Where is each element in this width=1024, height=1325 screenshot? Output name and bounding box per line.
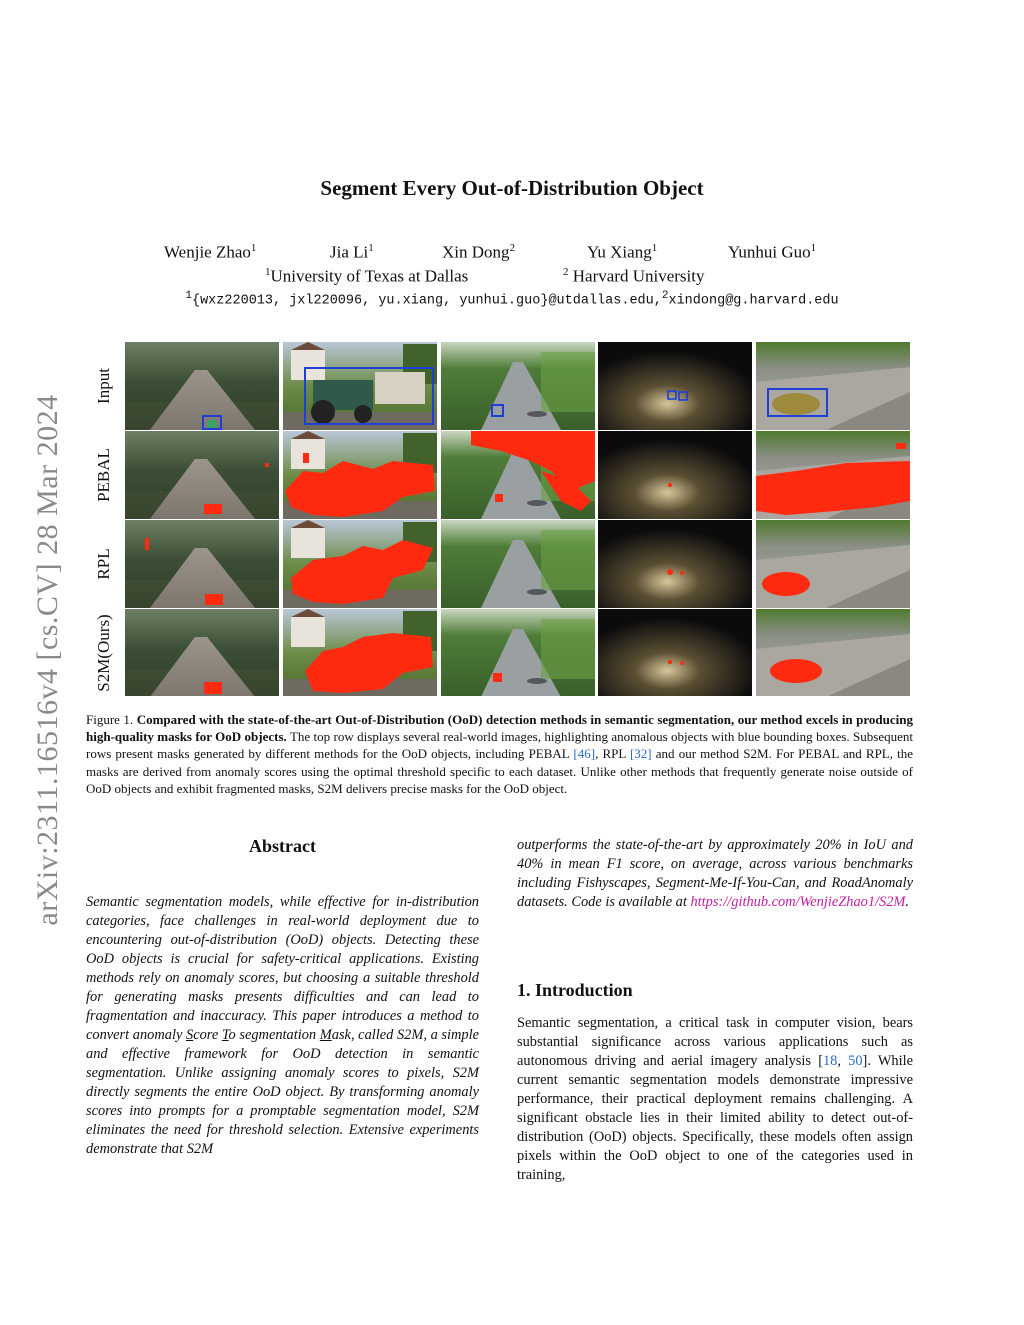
arxiv-stamp: arXiv:2311.16516v4 [cs.CV] 28 Mar 2024 xyxy=(31,394,64,926)
image-s2m-road-1 xyxy=(125,609,279,696)
image-rpl-night xyxy=(598,520,752,608)
image-pebal-road-2 xyxy=(441,431,595,519)
intro-heading: 1. Introduction xyxy=(517,980,633,1000)
image-input-gravel xyxy=(756,342,910,430)
image-s2m-gravel xyxy=(756,609,910,696)
abstract-heading: Abstract xyxy=(249,836,316,856)
author-3: Xin Dong$^2$ xyxy=(442,242,516,262)
image-rpl-gravel xyxy=(756,520,910,608)
figure-1-image-grid xyxy=(125,342,912,696)
author-2: Jia Li$^1$ xyxy=(330,242,374,262)
paper-title: Segment Every Out-of-Distribution Object xyxy=(320,176,704,200)
image-s2m-tractor xyxy=(283,609,437,696)
image-rpl-road-1 xyxy=(125,520,279,608)
code-link[interactable]: https://github.com/WenjieZhao1/S2M xyxy=(690,894,906,910)
image-input-tractor xyxy=(283,342,437,430)
row-label-s2m: S2M(Ours) xyxy=(94,614,113,692)
image-pebal-tractor xyxy=(283,431,437,519)
affiliation-2: $^2$ Harvard University xyxy=(563,266,705,286)
author-5: Yunhui Guo$^1$ xyxy=(728,242,817,262)
image-s2m-road-2 xyxy=(441,609,595,696)
intro-body: Semantic segmentation, a critical task in computer vision, bears substantial significance across various applications such as autonomous driving and aerial imagery analysis [18, 50]. While current semantic segmentation models demonstrate impressive performance, their practical deployment remains challenging. A significant obstacle lies in their limited ability to detect out-of-distribution (OoD) objects. Specifically, these models often assign pixels within the OoD object to one of the categories used in training, xyxy=(517,1015,914,1183)
row-label-pebal: PEBAL xyxy=(94,448,113,502)
image-rpl-tractor xyxy=(283,520,437,608)
image-s2m-night xyxy=(598,609,752,696)
image-input-night xyxy=(598,342,752,430)
image-rpl-road-2 xyxy=(441,520,595,608)
affiliation-1: $^1$University of Texas at Dallas xyxy=(265,266,469,286)
image-input-road-1 xyxy=(125,342,279,430)
image-pebal-road-1 xyxy=(125,431,279,519)
abstract-continued: outperforms the state-of-the-art by approximately 20% in IoU and 40% in mean F1 score, on average, across various benchmarks including Fishyscapes, Segment-Me-If-You-Can, and RoadAnomaly datasets. Code is available at https://github.com/WenjieZhao1/S2M. xyxy=(517,837,913,910)
abstract-body: Semantic segmentation models, while effective for in-distribution categories, face challenges in real-world deployment due to encountering out-of-distribution (OoD) objects. Detecting these OoD objects is crucial for safety-critical applications. Existing methods rely on anomaly scores, but choosing a suitable threshold for generating masks presents difficulties and can lead to fragmentation and inaccuracy. This paper introduces a method to convert anomaly Score To segmentation Mask, called S2M, a simple and effective framework for OoD detection in semantic segmentation. Unlike assigning anomaly scores to pixels, S2M directly segments the entire OoD object. By transforming anomaly scores into prompts for a promptable segmentation model, S2M eliminates the need for threshold selection. Extensive experiments demonstrate that S2M xyxy=(86,894,479,1157)
image-pebal-gravel xyxy=(756,431,910,519)
author-4: Yu Xiang$^1$ xyxy=(587,242,658,262)
image-input-road-2 xyxy=(441,342,595,430)
row-label-input: Input xyxy=(94,368,113,404)
row-label-rpl: RPL xyxy=(94,548,113,580)
figure-1-caption: Figure 1. Compared with the state-of-the-art Out-of-Distribution (OoD) detection methods in semantic segmentation, our method excels in producing high-quality masks for OoD objects. The top row displays several real-world images, highlighting anomalous objects with blue bounding boxes. Subsequent rows present masks generated by different methods for the OoD objects, including PEBAL [46], RPL [32] and our method S2M. For PEBAL and RPL, the masks are derived from anomaly scores using the optimal threshold specific to each dataset. Unlike other methods that frequently generate noise outside of OoD objects and exhibit fragmented masks, S2M delivers precise masks for the OoD object. xyxy=(86,712,914,796)
author-1: Wenjie Zhao$^1$ xyxy=(164,242,257,262)
author-emails: $^1${wxz220013, jxl220096, yu.xiang, yunhui.guo}@utdallas.edu,$^2$xindong@g.harvard.edu xyxy=(185,290,839,309)
image-pebal-night xyxy=(598,431,752,519)
